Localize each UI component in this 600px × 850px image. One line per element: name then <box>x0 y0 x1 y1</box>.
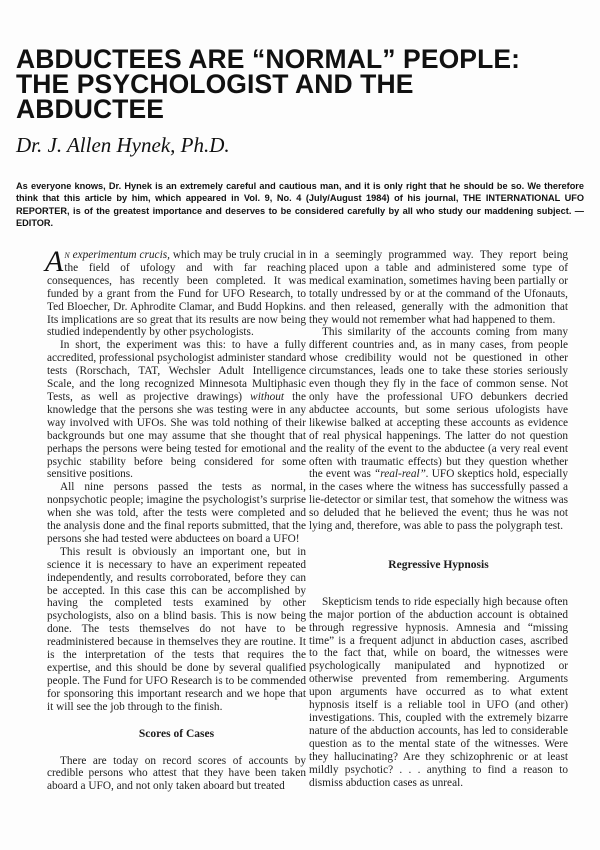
paragraph-text: This similarity of the accounts coming from many different countries and, as in many cases, from people whose credibility would not be questioned in other circumstances, leads one to take these stories seriously even though they fly in the face of common sense. Not only have the professional UFO debunkers decried abductee accounts, but some serious ufologists have likewise balked at accepting these accounts as evidence of real physical happenings. The latter do not question the reality of the event to the abductee (a very real event often with traumatic effects) but they question whether the event was <box>309 326 568 481</box>
paragraph: This result is obviously an important one, but in science it is necessary to have an experiment repeated independently, and results corroborated, before they can be accepted. In this case this can be accomplished by having the completed tests examined by other psychologists, also on a blind basis. This is now being done. The tests themselves do not have to be readministered because in themselves they are routine. It is the interpretation of the tests that requires the expertise, and this should be done by several qualified people. The Fund for UFO Research is to be commended for sponsoring this important research and we hope that it will see the job through to the finish. <box>47 545 306 713</box>
drop-cap: A <box>45 245 64 278</box>
paragraph: Skepticism tends to ride especially high because often the major portion of the abduction account is obtained through regressive hypnosis. Amnesia and “missing time” is a frequent adjunct in abduction cases, ascribed to the fact that, while on board, the witnesses were psychologically manipulated and hypnotized or otherwise prevented from remembering. Arguments upon arguments have occurred as to what extent hypnosis itself is a reliable tool in UFO (and other) investigations. This, coupled with the extremely bizarre nature of the abduction accounts, has led to considerable question as to the mental state of the witnesses. Were they hallucinating? Are they schizophrenic or at least mildly psychotic? . . . anything to find a reason to dismiss abduction cases as unreal. <box>309 595 568 789</box>
section-heading: Scores of Cases <box>138 727 215 740</box>
title-line: THE PSYCHOLOGIST AND THE <box>16 69 414 99</box>
author-byline: Dr. J. Allen Hynek, Ph.D. <box>16 133 230 157</box>
emphasis: “real-real”. <box>374 468 429 481</box>
paragraph-text: UFO skeptics hold, especially in the cases where the witness has successfully passed a lie-detector or similar test, that somehow the witness was so deluded that he believed the event; thus he was not lying and, therefore, was able to pass the polygraph test. <box>309 468 568 533</box>
paragraph <box>309 326 568 533</box>
paragraph-text: the knowledge that the persons she was testing were in any way involved with UFOs. She was told nothing of their backgrounds but one may assume that she thought that perhaps the persons were being tested for emotional and psychic stability before being considered for some sensitive positions. <box>47 390 306 481</box>
emphasis: without <box>250 390 285 403</box>
title-line: ABDUCTEES ARE “NORMAL” PEOPLE: <box>16 44 521 74</box>
section-heading: Regressive Hypnosis <box>388 558 489 571</box>
right-column <box>309 249 568 789</box>
title-line: ABDUCTEE <box>16 94 165 124</box>
paragraph-text: which may be truly crucial in the field of ufology and with far reaching consequences, has recently been completed. It was funded by a grant from the Fund for UFO Research, to Ted Bloecher, Dr. Aphrodite Clamar, and Budd Hopkins. Its implications are so great that its results are now being studied independently by other psychologists. <box>47 249 306 339</box>
italic-lead: experimentum crucis, <box>69 249 170 261</box>
paragraph: in a seemingly programmed way. They report being placed upon a table and administered some type of medical examination, sometimes having been partially or totally undressed by or at the command of the Ufonauts, and then released, generally with the admonition that they would not remember what had happened to them. <box>309 249 568 326</box>
paragraph-text: In short, the experiment was this: to have a fully accredited, professional psychologist administer standard tests (Rorschach, TAT, Wechsler Adult Intelligence Scale, and the long recognized Minnesota Multiphasic Tests, as well as projective drawings) <box>47 339 306 403</box>
paragraph: All nine persons passed the tests as normal, nonpsychotic people; imagine the psychologist’s surprise when she was told, after the tests were completed and the analysis done and the final reports submitted, that the persons she had tested were abductees on board a UFO! <box>47 481 306 545</box>
paragraph: There are today on record scores of accounts by credible persons who attest that they have been taken aboard a UFO, and not only taken aboard but treated <box>47 754 306 793</box>
editor-note: As everyone knows, Dr. Hynek is an extremely careful and cautious man, and it is only right that he should be so. We therefore think that this article by him, which appeared in Vol. 9, No. 4 (July/August 1984) of his journal, THE INTERNATIONAL UFO REPORTER, is of the greatest importance and deserves to be considered carefully by all who study our maddening subject. — EDITOR. <box>16 181 584 228</box>
left-column <box>45 245 306 793</box>
paragraph <box>47 339 306 481</box>
article-title <box>16 44 576 124</box>
paragraph <box>45 245 306 339</box>
small-cap: n <box>64 249 70 261</box>
